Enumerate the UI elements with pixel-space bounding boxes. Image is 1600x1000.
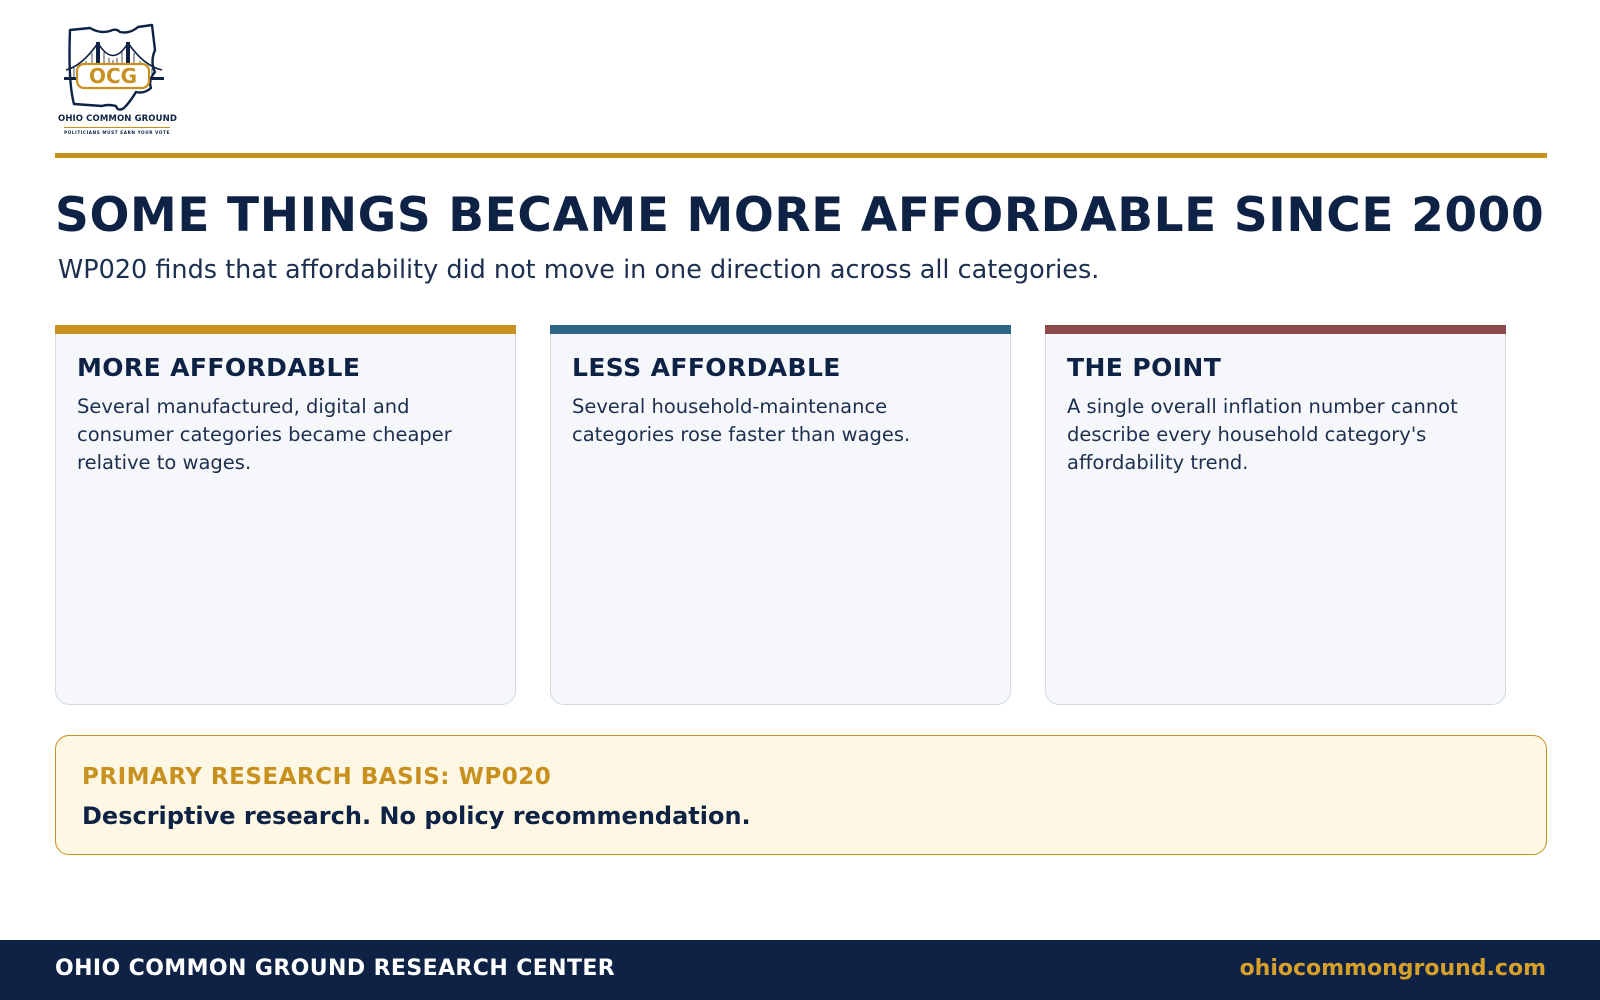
logo-divider [64,127,170,128]
card-the-point [1045,325,1506,705]
footer-organization: OHIO COMMON GROUND RESEARCH CENTER [55,956,616,981]
card-accent-bar [1045,325,1506,334]
research-basis-box [55,735,1547,855]
page-title: SOME THINGS BECAME MORE AFFORDABLE SINCE 2000 [55,188,1545,243]
ohio-bridge-logo-icon [58,22,176,114]
card-text: A single overall inflation number cannot describe every household category's affordability trend. [1067,395,1458,474]
logo-initials: OCG [88,64,138,88]
header-divider [55,153,1547,158]
card-less-affordable [550,325,1011,705]
logo-name: OHIO COMMON GROUND [58,114,177,124]
card-title: THE POINT [1067,353,1222,382]
card-accent-bar [550,325,1011,334]
card-text: Several manufactured, digital and consumer categories became cheaper relative to wages. [77,395,452,474]
logo-tagline: POLITICIANS MUST EARN YOUR VOTE [64,130,170,135]
card-title: LESS AFFORDABLE [572,353,841,382]
footer [0,940,1600,1000]
card-title: MORE AFFORDABLE [77,353,361,382]
card-accent-bar [55,325,516,334]
research-basis-label: PRIMARY RESEARCH BASIS: WP020 [82,764,552,790]
card-text: Several household-maintenance categories rose faster than wages. [572,395,911,446]
page-subtitle: WP020 finds that affordability did not move in one direction across all categories. [58,255,1100,285]
card-more-affordable [55,325,516,705]
ocg-logo [58,22,176,140]
research-basis-text: Descriptive research. No policy recommendation. [82,802,751,830]
footer-website-link[interactable]: ohiocommonground.com [1239,956,1546,981]
